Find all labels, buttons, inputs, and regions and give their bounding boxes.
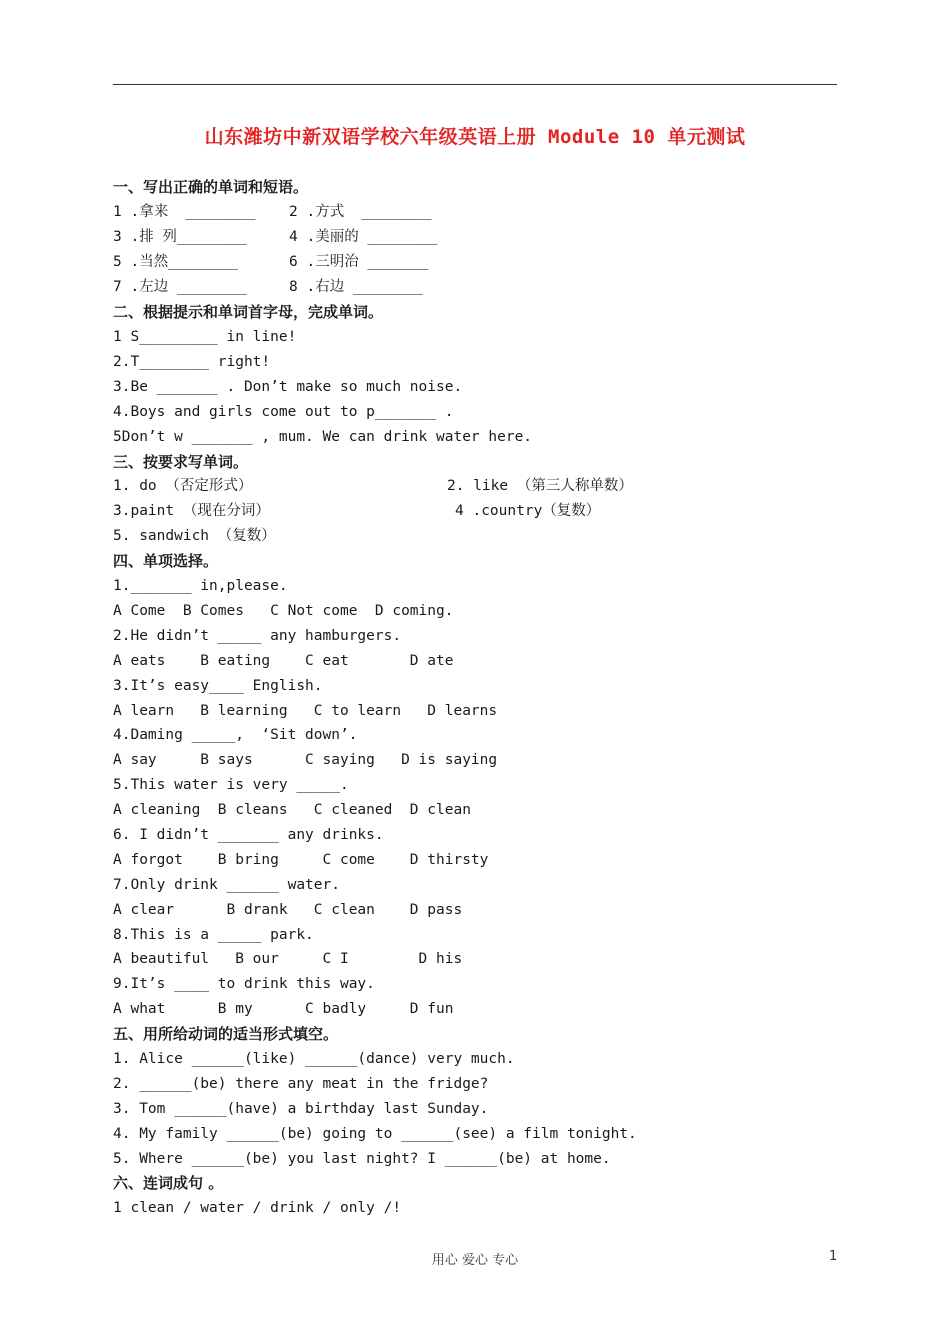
section-1-row	[113, 277, 423, 297]
item-3: 3.paint （现在分词）	[113, 503, 270, 519]
document-title: 山东潍坊中新双语学校六年级英语上册 Module 10 单元测试	[204, 126, 746, 148]
section-3-row	[113, 526, 276, 546]
item-4: 4 .country（复数）	[455, 503, 601, 519]
item-1: 1. do （否定形式）	[113, 478, 253, 494]
item-2: 2. like （第三人称单数）	[447, 478, 633, 494]
section-5-line: 3. Tom ______(have) a birthday last Sunday.	[113, 1101, 489, 1117]
section-2-line: 5Don’t w _______ , mum. We can drink water here.	[113, 429, 533, 445]
question-line: 4.Daming _____, ‘Sit down’.	[113, 727, 358, 743]
options-line: A say B says C saying D is saying	[113, 752, 498, 768]
options-line: A clear B drank C clean D pass	[113, 902, 463, 918]
section-2-heading: 二、根据提示和单词首字母，完成单词。	[113, 303, 384, 321]
item-3: 3 .排 列________	[113, 229, 247, 245]
question-line: 7.Only drink ______ water.	[113, 877, 340, 893]
section-5-line: 2. ______(be) there any meat in the fridge?	[113, 1076, 489, 1092]
section-3-row	[113, 476, 633, 496]
section-6-line: 1 clean / water / drink / only /!	[113, 1200, 402, 1216]
question-line: 3.It’s easy____ English.	[113, 678, 323, 694]
section-5-line: 5. Where ______(be) you last night? I ______(be) at home.	[113, 1151, 611, 1167]
options-line: A learn B learning C to learn D learns	[113, 703, 498, 719]
item-6: 6 .三明治 _______	[289, 254, 429, 270]
options-line: A what B my C badly D fun	[113, 1001, 454, 1017]
section-5-line: 4. My family ______(be) going to ______(see) a film tonight.	[113, 1126, 637, 1142]
item-2: 2 .方式 ________	[289, 204, 432, 220]
section-5-heading: 五、用所给动词的适当形式填空。	[113, 1025, 339, 1043]
question-line: 1._______ in,please.	[113, 578, 288, 594]
section-1-heading: 一、写出正确的单词和短语。	[113, 178, 309, 196]
question-line: 5.This water is very _____.	[113, 777, 349, 793]
question-line: 9.It’s ____ to drink this way.	[113, 976, 375, 992]
options-line: A eats B eating C eat D ate	[113, 653, 454, 669]
item-5: 5. sandwich （复数）	[113, 528, 276, 544]
item-8: 8 .右边 ________	[289, 279, 423, 295]
item-1: 1 .拿来 ________	[113, 204, 256, 220]
section-2-line: 1 S_________ in line!	[113, 329, 297, 345]
item-7: 7 .左边 ________	[113, 279, 247, 295]
question-line: 6. I didn’t _______ any drinks.	[113, 827, 384, 843]
options-line: A forgot B bring C come D thirsty	[113, 852, 489, 868]
section-5-line: 1. Alice ______(like) ______(dance) very much.	[113, 1051, 515, 1067]
page-footer: 用心 爱心 专心	[431, 1253, 519, 1268]
header-rule	[113, 84, 837, 85]
section-1-row	[113, 202, 432, 222]
item-5: 5 .当然________	[113, 254, 239, 270]
section-2-line: 2.T________ right!	[113, 354, 271, 370]
section-2-line: 4.Boys and girls come out to p_______ .	[113, 404, 454, 420]
options-line: A cleaning B cleans C cleaned D clean	[113, 802, 471, 818]
section-1-row	[113, 227, 438, 247]
page-number: 1	[829, 1249, 838, 1264]
section-3-heading: 三、按要求写单词。	[113, 453, 249, 471]
options-line: A beautiful B our C I D his	[113, 951, 463, 967]
section-6-heading: 六、连词成句 。	[113, 1174, 224, 1192]
section-3-row	[113, 501, 601, 521]
options-line: A Come B Comes C Not come D coming.	[113, 603, 454, 619]
section-1-row	[113, 252, 429, 272]
item-4: 4 .美丽的 ________	[289, 229, 438, 245]
question-line: 8.This is a _____ park.	[113, 927, 314, 943]
question-line: 2.He didn’t _____ any hamburgers.	[113, 628, 402, 644]
section-2-line: 3.Be _______ . Don’t make so much noise.	[113, 379, 463, 395]
section-4-heading: 四、单项选择。	[113, 552, 219, 570]
